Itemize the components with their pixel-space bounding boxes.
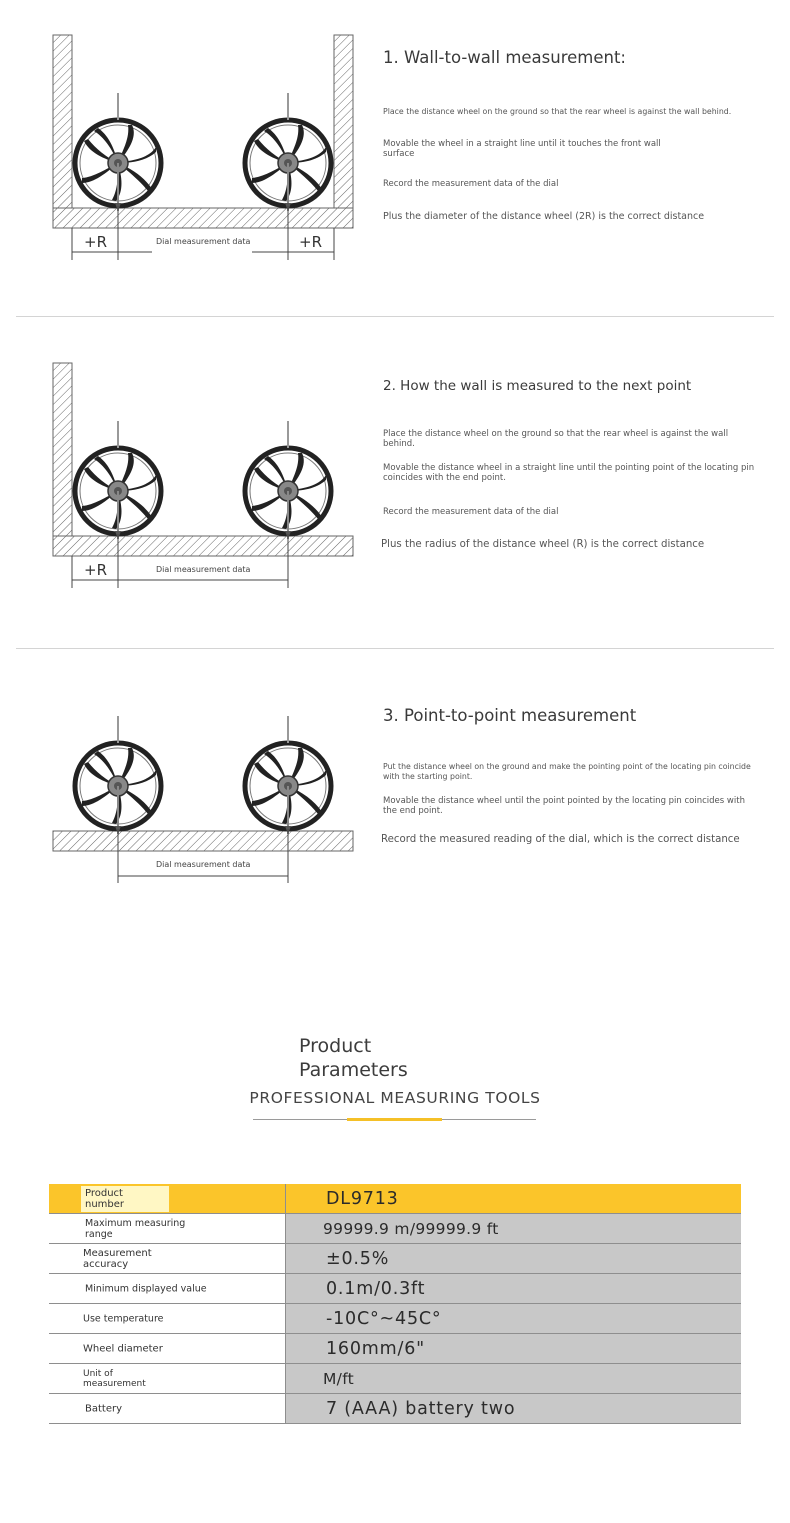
value-cell [285,1184,741,1213]
point-to-point-diagram [40,709,370,949]
label-cell [49,1394,285,1423]
table-row [49,1304,741,1334]
param-value: M/ft [323,1369,355,1388]
fig1-left-label: +R [84,233,107,251]
fig1-mid-label: Dial measurement data [156,237,251,246]
fig3-mid-label: Dial measurement data [156,860,251,869]
fig2-left-label: +R [84,561,107,579]
table-row [49,1214,741,1244]
value-cell [285,1304,741,1333]
value-cell [285,1364,741,1393]
label-cell [49,1364,285,1393]
section2-step-4: Plus the radius of the distance wheel (R) is the correct distance [381,539,705,550]
table-row [49,1244,741,1274]
params-accent-bar [347,1118,442,1121]
param-label: Product number [81,1186,169,1212]
label-cell [49,1274,285,1303]
table-row [49,1394,741,1424]
section1-heading: 1. Wall-to-wall measurement: [383,48,626,67]
value-cell [285,1214,741,1243]
table-row [49,1184,741,1214]
fig1-right-label: +R [299,233,322,251]
param-label: Minimum displayed value [85,1283,207,1294]
wall-to-wall-diagram [40,30,370,270]
param-label: Wheel diameter [83,1343,163,1354]
section2-step-3: Record the measurement data of the dial [383,507,559,517]
params-table [49,1184,741,1424]
fig2-mid-label: Dial measurement data [156,565,251,574]
label-cell [49,1334,285,1363]
section3-step-3: Record the measured reading of the dial, which is the correct distance [381,834,740,845]
section3-step-1: Put the distance wheel on the ground and make the pointing point of the locating pin coincide with the starting point. [383,762,751,781]
param-value: -10C°~45C° [326,1308,442,1329]
param-label: Maximum measuring range [85,1217,186,1240]
table-row [49,1274,741,1304]
param-label: Use temperature [83,1313,164,1324]
param-value: ±0.5% [326,1248,390,1269]
table-row [49,1334,741,1364]
value-cell [285,1334,741,1363]
label-cell [49,1184,285,1213]
param-value: 7 (AAA) battery two [326,1398,516,1419]
params-subtitle: PROFESSIONAL MEASURING TOOLS [249,1089,541,1107]
section1-step-2: Movable the wheel in a straight line until it touches the front wall surface [383,139,661,159]
label-cell [49,1244,285,1273]
params-title [299,1034,408,1082]
section2-step-2: Movable the distance wheel in a straight line until the pointing point of the locating pin coincides with the end point. [383,463,755,483]
param-label: Unit of measurement [83,1368,146,1389]
section2-step-1: Place the distance wheel on the ground so that the rear wheel is against the wall behind. [383,429,729,449]
value-cell [285,1394,741,1423]
section2-heading: 2. How the wall is measured to the next point [383,378,692,394]
section-wall-to-wall [0,0,790,316]
param-value: 160mm/6" [326,1338,425,1359]
section1-step-3: Record the measurement data of the dial [383,179,559,189]
param-value: 99999.9 m/99999.9 ft [323,1219,499,1238]
param-label: Battery [85,1403,123,1414]
param-label: Measurement accuracy [83,1247,152,1270]
label-cell [49,1304,285,1333]
param-value: 0.1m/0.3ft [326,1278,426,1299]
label-cell [49,1214,285,1243]
params-title-line1: Product [299,1035,372,1057]
value-cell [285,1274,741,1303]
section3-step-2: Movable the distance wheel until the point pointed by the locating pin coincides with the end point. [383,796,745,816]
wall-to-point-diagram [40,358,370,598]
value-cell [285,1244,741,1273]
section3-heading: 3. Point-to-point measurement [383,706,637,725]
section-point-to-point [0,649,790,949]
section-wall-to-point [0,317,790,648]
table-row [49,1364,741,1394]
section1-step-1: Place the distance wheel on the ground so that the rear wheel is against the wall behind. [383,107,732,116]
params-title-line2: Parameters [299,1059,408,1081]
section1-step-4: Plus the diameter of the distance wheel (2R) is the correct distance [383,211,705,222]
param-value: DL9713 [326,1188,399,1209]
